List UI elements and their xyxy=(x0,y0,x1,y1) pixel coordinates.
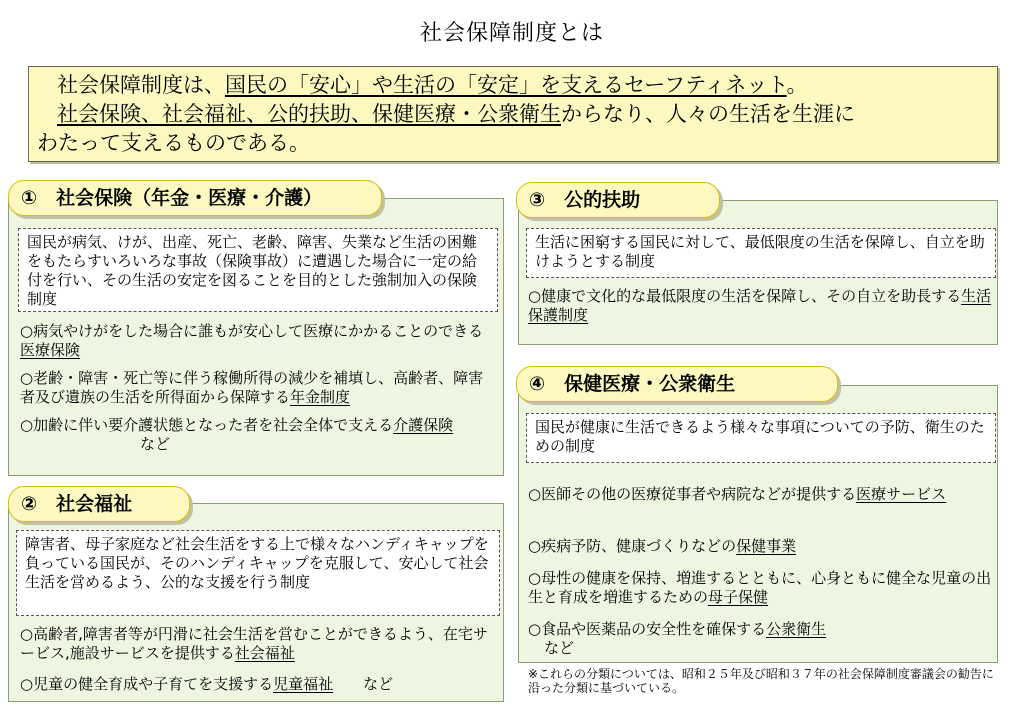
list-item: ○高齢者,障害者等が円滑に社会生活を営むことができるよう、在宅サービス,施設サービスを提供する社会福祉 xyxy=(20,625,488,662)
health-services-term: 保健事業 xyxy=(736,537,797,555)
child-welfare-term: 児童福祉 xyxy=(273,675,334,693)
section-heading-public-health: ④ 保健医療・公衆衛生 xyxy=(516,366,838,402)
medical-services-term: 医療サービス xyxy=(856,485,947,503)
list-item: ○児童の健全育成や子育てを支援する児童福祉 など xyxy=(20,675,394,693)
medical-insurance-term: 医療保険 xyxy=(20,341,81,359)
intro-line-2: 社会保険、社会福祉、公的扶助、保健医療・公衆衛生からなり、人々の生活を生涯に xyxy=(57,102,855,126)
pension-term: 年金制度 xyxy=(290,388,351,406)
list-item: ○老齢・障害・死亡等に伴う稼働所得の減少を補填し、高齢者、障害者及び遺族の生活を所得面から保障する年金制度 xyxy=(20,369,484,406)
definition-public-assistance: 生活に困窮する国民に対して、最低限度の生活を保障し、自立を助けようとする制度 xyxy=(526,228,996,278)
maternal-child-health-term: 母子保健 xyxy=(708,588,769,606)
intro-line-3: わたって支えるものである。 xyxy=(37,131,310,155)
public-hygiene-term: 公衆衛生 xyxy=(766,620,827,638)
definition-public-health: 国民が健康に生活できるよう様々な事項についての予防、衛生のための制度 xyxy=(526,413,996,463)
section-heading-social-welfare: ② 社会福祉 xyxy=(8,486,190,522)
list-item: ○食品や医薬品の安全性を確保する公衆衛生 など xyxy=(528,620,827,657)
definition-social-insurance: 国民が病気、けが、出産、死亡、老齢、障害、失業など生活の困難をもたらすいろいろな事故（保険事故）に遭遇した場合に一定の給付を行い、その生活の安定を図ることを目的とした強制加入の保険制度 xyxy=(18,228,498,312)
care-insurance-term: 介護保険 xyxy=(393,416,454,434)
footnote: ※これらの分類については、昭和２５年及び昭和３７年の社会保障制度審議会の勧告に沿った分類に基づいている。 xyxy=(528,667,994,695)
definition-social-welfare: 障害者、母子家庭など社会生活をする上で様々なハンディキャップを負っている国民が、そのハンディキャップを克服して、安心して社会生活を営めるよう、公的な支援を行う制度 xyxy=(16,530,500,616)
section-heading-public-assistance: ③ 公的扶助 xyxy=(516,182,720,218)
intro-line-1: 社会保障制度は、国民の「安心」や生活の「安定」を支えるセーフティネット。 xyxy=(57,73,808,97)
intro-box xyxy=(28,66,998,162)
list-item: ○疾病予防、健康づくりなどの保健事業 xyxy=(528,537,797,555)
list-item: ○病気やけがをした場合に誰もが安心して医療にかかることのできる医療保険 xyxy=(20,322,484,359)
list-item: ○加齢に伴い要介護状態となった者を社会全体で支える介護保険など xyxy=(20,416,454,453)
social-welfare-term: 社会福祉 xyxy=(234,644,295,662)
safety-net-phrase: 国民の「安心」や生活の「安定」を支えるセーフティネット xyxy=(225,73,787,97)
four-pillars-phrase: 社会保険、社会福祉、公的扶助、保健医療・公衆衛生 xyxy=(57,102,561,126)
section-heading-social-insurance: ① 社会保険（年金・医療・介護） xyxy=(8,180,382,216)
page-title: 社会保障制度とは xyxy=(419,21,604,46)
list-item: ○医師その他の医療従事者や病院などが提供する医療サービス xyxy=(528,485,947,503)
list-item: ○健康で文化的な最低限度の生活を保障し、その自立を助長する生活保護制度 xyxy=(528,287,992,324)
livelihood-protection-term: 生活保護制度 xyxy=(528,287,992,324)
list-item: ○母性の健康を保持、増進するとともに、心身ともに健全な児童の出生と育成を増進するための母子保健 xyxy=(528,569,992,606)
